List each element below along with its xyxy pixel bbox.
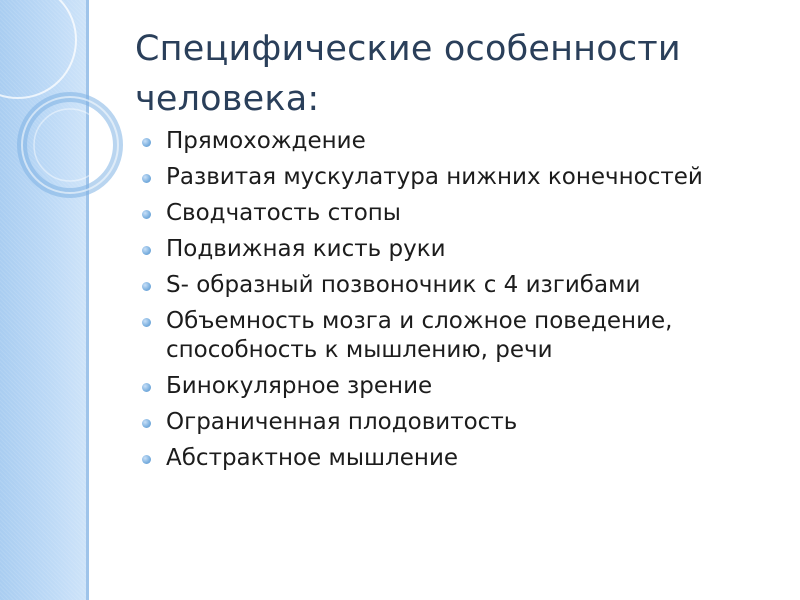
- bullet-text: Бинокулярное зрение: [166, 373, 433, 399]
- bullet-text: Развитая мускулатура нижних конечностей: [166, 164, 703, 190]
- list-item: [138, 307, 778, 365]
- bullet-text: Сводчатость стопы: [166, 200, 401, 226]
- list-item: [138, 408, 778, 437]
- bullet-text: Ограниченная плодовитость: [166, 409, 518, 435]
- bullet-list: [138, 127, 778, 480]
- bullet-text: Абстрактное мышление: [166, 445, 459, 471]
- list-item: [138, 127, 778, 156]
- bullet-icon: [142, 246, 151, 255]
- bullet-icon: [142, 419, 151, 428]
- bullet-icon: [142, 455, 151, 464]
- bullet-icon: [142, 383, 151, 392]
- list-item: [138, 163, 778, 192]
- bullet-text: Прямохождение: [166, 128, 366, 154]
- bullet-icon: [142, 210, 151, 219]
- bullet-text: Объемность мозга и сложное поведение, способность к мышлению, речи: [166, 308, 673, 363]
- list-item: [138, 199, 778, 228]
- bullet-text: S- образный позвоночник с 4 изгибами: [166, 272, 641, 298]
- list-item: [138, 271, 778, 300]
- list-item: [138, 444, 778, 473]
- bullet-icon: [142, 174, 151, 183]
- bullet-icon: [142, 282, 151, 291]
- bullet-icon: [142, 138, 151, 147]
- bullet-text: Подвижная кисть руки: [166, 236, 446, 262]
- list-item: [138, 235, 778, 264]
- slide-title: Специфические особенности человека:: [135, 29, 681, 119]
- bullet-icon: [142, 318, 151, 327]
- list-item: [138, 372, 778, 401]
